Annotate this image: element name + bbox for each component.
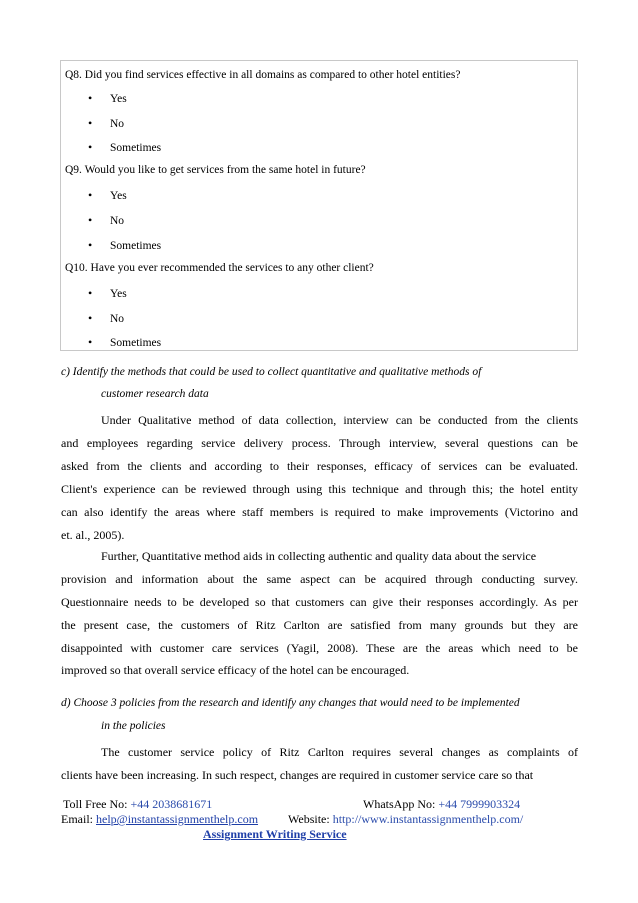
bullet-icon: •	[88, 91, 93, 105]
whatsapp-label: WhatsApp No:	[363, 797, 439, 811]
section-c-heading: c) Identify the methods that could be used to collect quantitative and qualitative methods of	[61, 366, 482, 378]
paragraph-line: et. al., 2005).	[61, 528, 125, 542]
section-d-heading: d) Choose 3 policies from the research and identify any changes that would need to be implemented	[61, 697, 520, 709]
paragraph-line: Questionnaire needs to be developed so that customers can give their responses accordingly. As per	[61, 595, 578, 609]
bullet-icon: •	[88, 116, 93, 130]
footer-website	[288, 812, 523, 827]
website-label: Website:	[288, 812, 333, 826]
bullet-icon: •	[88, 311, 93, 325]
paragraph-line: the present case, the customers of Ritz Carlton are satisfied from many grounds but they are	[61, 618, 578, 632]
paragraph-line: improved so that overall service efficacy of the hotel can be encouraged.	[61, 663, 410, 677]
footer-whatsapp	[363, 797, 520, 812]
option-label: No	[110, 215, 125, 227]
bullet-icon: •	[88, 188, 93, 202]
option-item	[88, 188, 127, 203]
paragraph-line: can also identify the areas where staff members is required to make improvements (Victorino and	[61, 505, 578, 519]
footer-email	[61, 812, 258, 827]
option-item	[88, 238, 161, 253]
survey-question-box	[60, 60, 578, 351]
footer-tollfree	[63, 797, 212, 812]
option-label: No	[110, 313, 125, 325]
question-q8: Q8. Did you find services effective in all domains as compared to other hotel entities?	[65, 69, 461, 81]
section-c-heading-cont: customer research data	[101, 388, 209, 400]
option-label: Sometimes	[110, 240, 162, 252]
bullet-icon: •	[88, 140, 93, 154]
whatsapp-number[interactable]: +44 7999903324	[438, 797, 521, 811]
paragraph-line: and employees regarding service delivery process. Through interview, several questions can be	[61, 436, 578, 450]
option-label: Yes	[110, 190, 127, 202]
paragraph-line: Under Qualitative method of data collection, interview can be conducted from the clients	[101, 413, 578, 427]
question-q10: Q10. Have you ever recommended the services to any other client?	[65, 262, 374, 274]
paragraph-line: clients have been increasing. In such respect, changes are required in customer service care so that	[61, 768, 534, 782]
option-item	[88, 91, 127, 106]
option-label: Sometimes	[110, 337, 162, 349]
bullet-icon: •	[88, 238, 93, 252]
option-item	[88, 286, 127, 301]
paragraph-line: disappointed with customer care services (Yagil, 2008). These are the areas which need to be	[61, 641, 578, 655]
bullet-icon: •	[88, 286, 93, 300]
option-item	[88, 213, 124, 228]
option-item	[88, 335, 161, 350]
paragraph-line: Client's experience can be reviewed through using this technique and through this; the hotel entity	[61, 482, 578, 496]
paragraph-line: The customer service policy of Ritz Carlton requires several changes as complaints of	[101, 745, 578, 759]
tollfree-label: Toll Free No:	[63, 797, 131, 811]
email-link[interactable]: help@instantassignmenthelp.com	[96, 812, 259, 826]
footer-service-link[interactable]: Assignment Writing Service	[203, 827, 347, 841]
option-label: Yes	[110, 288, 127, 300]
option-item	[88, 140, 161, 155]
question-q9: Q9. Would you like to get services from the same hotel in future?	[65, 164, 366, 176]
bullet-icon: •	[88, 335, 93, 349]
paragraph-line: provision and information about the same aspect can be acquired through conducting survey.	[61, 572, 578, 586]
option-item	[88, 311, 124, 326]
paragraph-line: Further, Quantitative method aids in collecting authentic and quality data about the service	[101, 549, 537, 563]
email-label: Email:	[61, 812, 96, 826]
option-label: Sometimes	[110, 142, 162, 154]
bullet-icon: •	[88, 213, 93, 227]
tollfree-number[interactable]: +44 2038681671	[130, 797, 213, 811]
paragraph-line: asked from the clients and according to their responses, efficacy of services can be evaluated.	[61, 459, 578, 473]
website-link[interactable]: http://www.instantassignmenthelp.com/	[332, 812, 524, 826]
option-item	[88, 116, 124, 131]
option-label: Yes	[110, 93, 127, 105]
section-d-heading-cont: in the policies	[101, 720, 166, 732]
option-label: No	[110, 118, 125, 130]
